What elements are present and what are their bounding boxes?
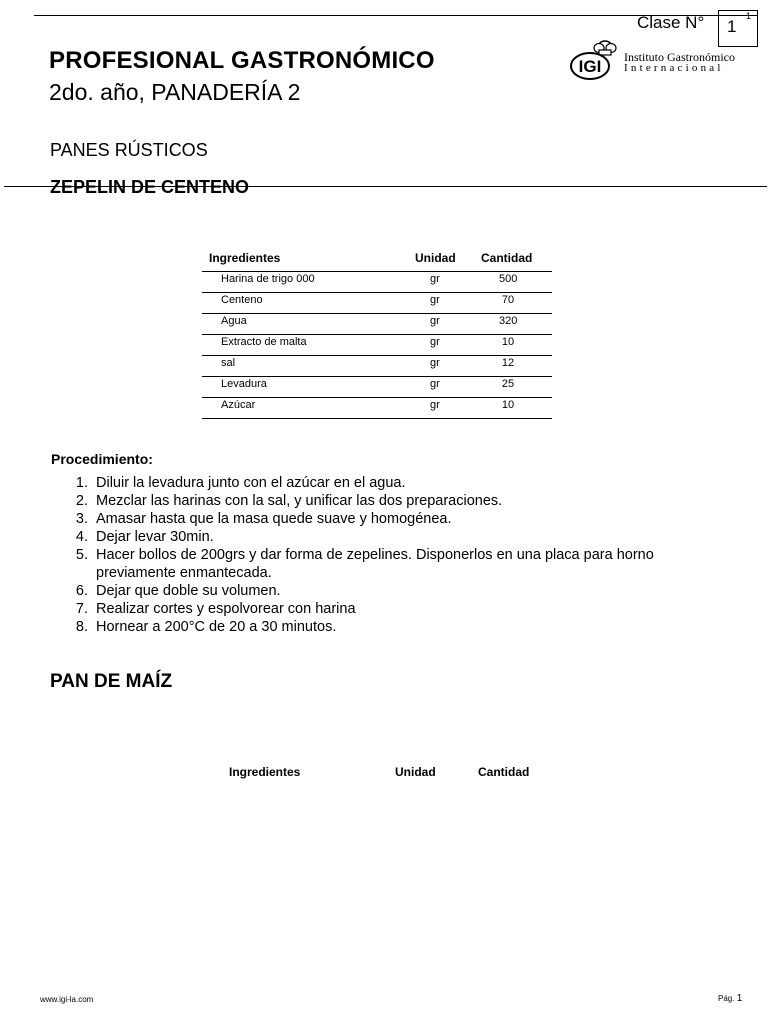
step-number: 5. xyxy=(75,547,88,563)
step-text: Realizar cortes y espolvorear con harina xyxy=(96,601,356,617)
step-number: 3. xyxy=(75,511,88,527)
quantity-cell: 12 xyxy=(501,357,515,369)
header-quantity: Cantidad xyxy=(478,765,530,779)
table-row xyxy=(202,272,552,293)
page-label: Pág. xyxy=(718,994,735,1003)
ingredient-cell: Agua xyxy=(221,315,247,327)
step-text: Hacer bollos de 200grs y dar forma de zepelines. Disponerlos en una placa para horno previamente enmantecada. xyxy=(96,547,654,581)
ingredient-cell: Centeno xyxy=(221,294,263,306)
table-header xyxy=(202,250,552,272)
logo-line-1: Instituto Gastronómico xyxy=(624,50,735,64)
ingredient-cell: Harina de trigo 000 xyxy=(221,273,315,285)
procedure-step xyxy=(64,600,724,618)
table-row xyxy=(202,377,552,398)
clase-label: Clase N° xyxy=(637,13,705,32)
quantity-cell: 25 xyxy=(501,378,515,390)
step-number: 2. xyxy=(75,493,88,509)
quantity-cell: 10 xyxy=(501,399,515,411)
ingredient-cell: sal xyxy=(221,357,236,369)
step-number: 8. xyxy=(75,619,88,635)
step-text: Dejar que doble su volumen. xyxy=(96,583,281,599)
table-row xyxy=(202,356,552,377)
step-text: Dejar levar 30min. xyxy=(96,529,214,545)
unit-cell: gr xyxy=(430,294,440,306)
procedure-list xyxy=(64,474,724,636)
page-title: PROFESIONAL GASTRONÓMICO xyxy=(49,47,435,74)
unit-cell: gr xyxy=(430,336,440,348)
ingredients-table xyxy=(202,250,552,419)
procedure-step xyxy=(64,546,724,582)
page-number: 1 xyxy=(736,993,743,1004)
unit-cell: gr xyxy=(430,399,440,411)
table-row xyxy=(202,398,552,419)
ingredient-cell: Azúcar xyxy=(221,399,256,411)
logo-line-2: Internacional xyxy=(624,62,724,74)
procedure-step xyxy=(64,510,724,528)
section-label: PANES RÚSTICOS xyxy=(50,140,208,160)
clase-superscript: 1 xyxy=(745,11,751,21)
step-text: Amasar hasta que la masa quede suave y homogénea. xyxy=(96,511,452,527)
page-subtitle: 2do. año, PANADERÍA 2 xyxy=(49,79,301,105)
header-unit: Unidad xyxy=(415,251,456,265)
ingredient-cell: Levadura xyxy=(221,378,267,390)
step-number: 1. xyxy=(75,475,88,491)
quantity-cell: 10 xyxy=(501,336,515,348)
step-text: Hornear a 200°C de 20 a 30 minutos. xyxy=(96,619,337,635)
procedure-step xyxy=(64,618,724,636)
unit-cell: gr xyxy=(430,378,440,390)
procedure-step xyxy=(64,528,724,546)
unit-cell: gr xyxy=(430,273,440,285)
quantity-cell: 320 xyxy=(499,315,518,327)
igi-logo xyxy=(569,38,741,82)
header-ingredients: Ingredientes xyxy=(229,765,301,779)
footer-page xyxy=(718,993,742,1004)
table-row xyxy=(202,293,552,314)
header-quantity: Cantidad xyxy=(481,251,533,265)
step-text: Mezclar las harinas con la sal, y unificar las dos preparaciones. xyxy=(96,493,503,509)
procedure-step xyxy=(64,582,724,600)
unit-cell: gr xyxy=(430,315,440,327)
clase-number: 1 xyxy=(727,17,737,36)
igi-logo-icon xyxy=(569,38,625,82)
quantity-cell: 70 xyxy=(501,294,515,306)
table-row xyxy=(202,335,552,356)
footer-url: www.igi-la.com xyxy=(40,995,94,1004)
step-text: Diluir la levadura junto con el azúcar en el agua. xyxy=(96,475,406,491)
unit-cell: gr xyxy=(430,357,440,369)
step-number: 4. xyxy=(75,529,88,545)
header-unit: Unidad xyxy=(395,765,436,779)
table-row xyxy=(202,314,552,335)
header-ingredients: Ingredientes xyxy=(209,251,281,265)
recipe-title: ZEPELIN DE CENTENO xyxy=(50,177,250,197)
step-number: 6. xyxy=(75,583,88,599)
step-number: 7. xyxy=(75,601,88,617)
quantity-cell: 500 xyxy=(499,273,518,285)
recipe-title-2: PAN DE MAÍZ xyxy=(50,671,173,692)
ingredient-cell: Extracto de malta xyxy=(221,336,307,348)
procedure-step xyxy=(64,474,724,492)
procedure-step xyxy=(64,492,724,510)
igi-logo-mark: IGI xyxy=(578,57,602,76)
procedure-title: Procedimiento: xyxy=(51,451,153,467)
